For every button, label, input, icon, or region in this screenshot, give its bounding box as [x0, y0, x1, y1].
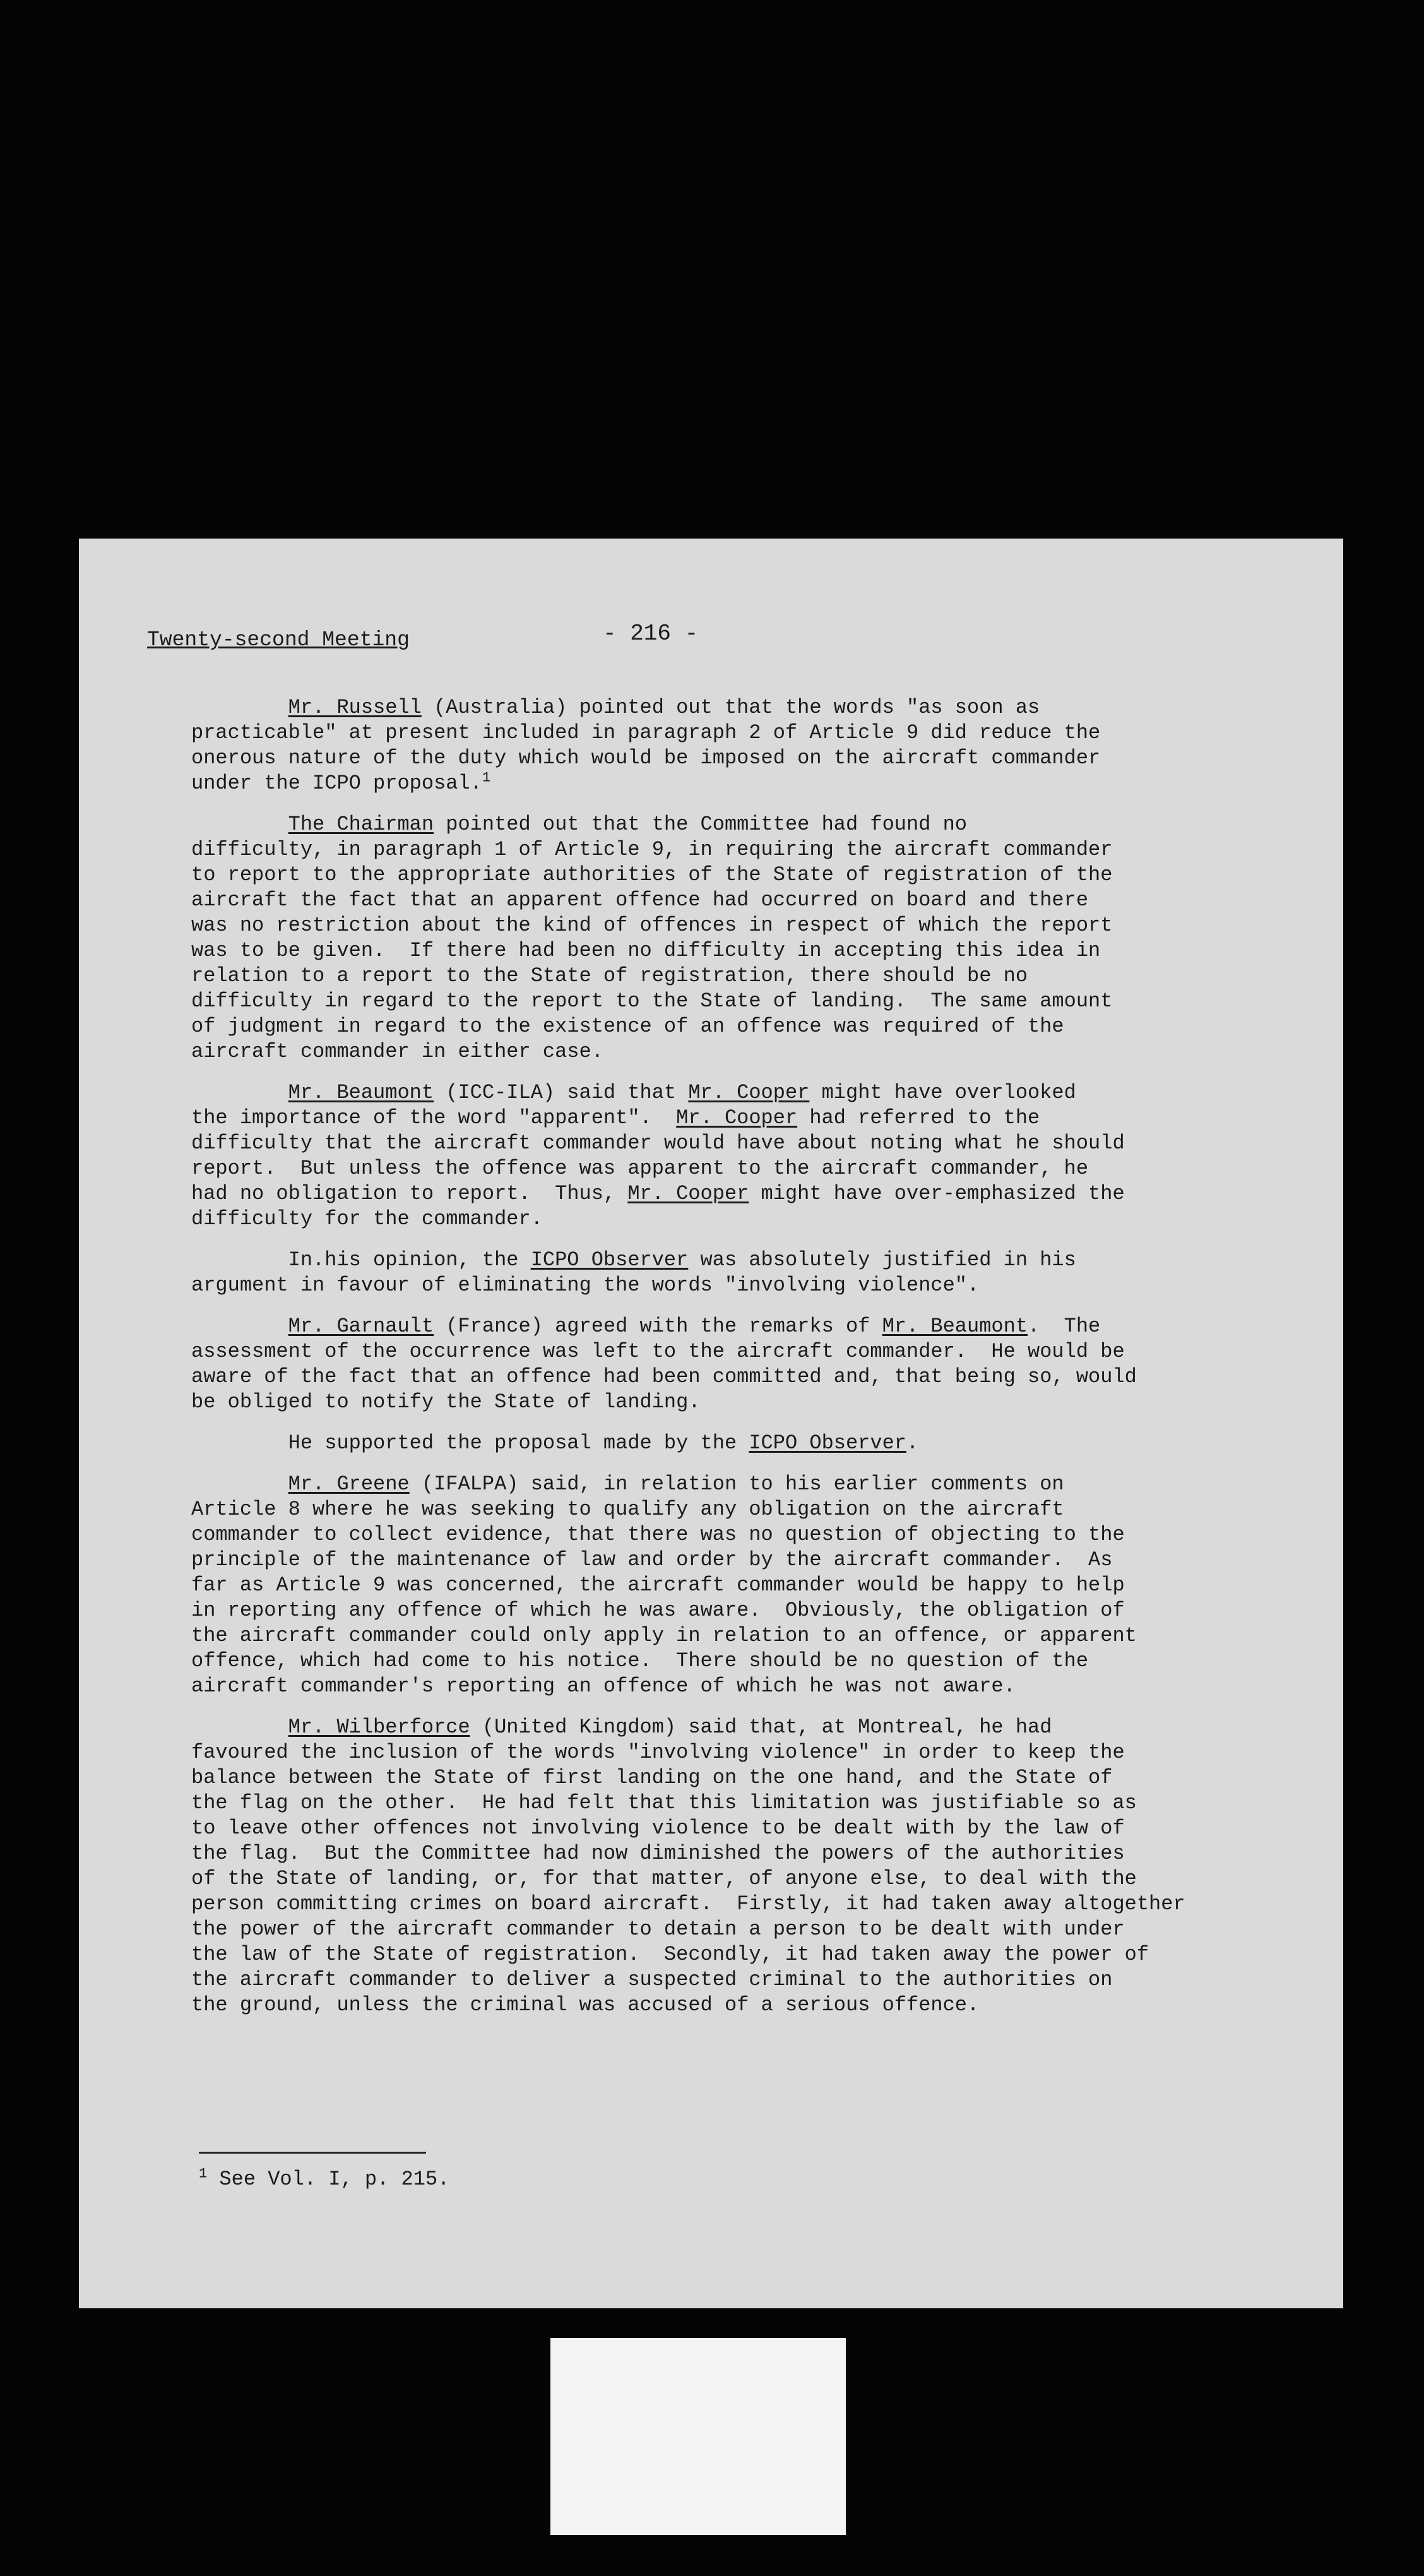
text-segment: (Australia) pointed out that the words "as soon as — [421, 696, 1040, 719]
text-line — [191, 1131, 1327, 1156]
text-segment: (France) agreed with the remarks of — [434, 1315, 882, 1338]
text-segment — [191, 1715, 288, 1739]
text-segment: He supported the proposal made by the — [191, 1431, 749, 1455]
text-line — [191, 1207, 1327, 1232]
text-line — [191, 1740, 1327, 1765]
text-line — [191, 1623, 1327, 1649]
meeting-title: Twenty-second Meeting — [147, 628, 410, 652]
text-line — [191, 1866, 1327, 1892]
text-segment — [191, 696, 288, 719]
meeting-header — [147, 628, 410, 652]
text-segment: the power of the aircraft commander to detain a person to be dealt with under — [191, 1917, 1125, 1941]
text-line — [191, 913, 1327, 938]
text-segment: relation to a report to the State of registration, there should be no — [191, 964, 1028, 987]
text-segment: far as Article 9 was concerned, the aircraft commander would be happy to help — [191, 1573, 1125, 1597]
paragraph — [191, 1431, 1327, 1456]
text-segment: favoured the inclusion of the words "involving violence" in order to keep the — [191, 1741, 1125, 1764]
text-line — [191, 1598, 1327, 1623]
speaker-name: Mr. Wilberforce — [288, 1715, 470, 1739]
text-line — [191, 1364, 1327, 1390]
text-line — [191, 1841, 1327, 1866]
text-line — [191, 1715, 1327, 1740]
text-line — [191, 746, 1327, 771]
text-segment: the flag on the other. He had felt that this limitation was justifiable so as — [191, 1791, 1137, 1815]
text-line — [191, 837, 1327, 862]
text-segment: (ICC-ILA) said that — [434, 1081, 689, 1104]
text-line — [191, 1106, 1327, 1131]
text-segment: was absolutely justified in his — [688, 1248, 1076, 1272]
text-segment: had no obligation to report. Thus, — [191, 1182, 628, 1205]
text-line — [191, 1390, 1327, 1415]
text-segment: aircraft commander in either case. — [191, 1040, 603, 1063]
text-line — [191, 1181, 1327, 1207]
text-segment: the flag. But the Committee had now diminished the powers of the authorities — [191, 1842, 1125, 1865]
text-segment: commander to collect evidence, that there was no question of objecting to the — [191, 1523, 1125, 1546]
speaker-name: Mr. Beaumont — [288, 1081, 434, 1104]
text-segment — [191, 1472, 288, 1496]
text-segment: was to be given. If there had been no difficulty in accepting this idea in — [191, 939, 1101, 962]
text-segment: aircraft commander's reporting an offence of which he was not aware. — [191, 1674, 1016, 1698]
text-segment: balance between the State of first landing on the one hand, and the State of — [191, 1766, 1113, 1789]
text-segment: of the State of landing, or, for that matter, of anyone else, to deal with the — [191, 1867, 1137, 1890]
text-segment: (IFALPA) said, in relation to his earlier comments on — [409, 1472, 1064, 1496]
text-line — [191, 1892, 1327, 1917]
text-segment: in reporting any offence of which he was aware. Obviously, the obligation of — [191, 1599, 1125, 1622]
speaker-name: Mr. Cooper — [627, 1182, 749, 1205]
text-line — [191, 1039, 1327, 1064]
text-line — [191, 1497, 1327, 1522]
text-line — [191, 1967, 1327, 1993]
text-segment: practicable" at present included in paragraph 2 of Article 9 did reduce the — [191, 721, 1101, 744]
text-segment: had referred to the — [797, 1106, 1040, 1130]
text-line — [191, 888, 1327, 913]
paragraph — [191, 1080, 1327, 1232]
text-line — [191, 1791, 1327, 1816]
paragraph — [191, 1248, 1327, 1298]
text-line — [191, 1573, 1327, 1598]
paragraph — [191, 1472, 1327, 1699]
text-segment: . The — [1028, 1315, 1101, 1338]
text-segment: might have over-emphasized the — [749, 1182, 1125, 1205]
text-segment: . — [906, 1431, 919, 1455]
document-page — [79, 539, 1343, 2308]
text-line — [191, 812, 1327, 837]
text-segment: to leave other offences not involving violence to be dealt with by the law of — [191, 1816, 1125, 1840]
footnote-reference: 1 — [482, 770, 491, 786]
text-line — [191, 1674, 1327, 1699]
text-line — [191, 1649, 1327, 1674]
text-segment: Article 8 where he was seeking to qualify any obligation on the aircraft — [191, 1498, 1064, 1521]
text-segment — [191, 1315, 288, 1338]
text-line — [191, 938, 1327, 963]
text-line — [191, 1431, 1327, 1456]
speaker-name: Mr. Cooper — [688, 1081, 810, 1104]
text-segment: be obliged to notify the State of landing. — [191, 1390, 701, 1414]
text-line — [191, 1547, 1327, 1573]
text-line — [191, 1248, 1327, 1273]
text-segment: aware of the fact that an offence had been committed and, that being so, would — [191, 1365, 1137, 1388]
text-segment: aircraft the fact that an apparent offence had occurred on board and there — [191, 888, 1089, 912]
speaker-name: Mr. Greene — [288, 1472, 410, 1496]
text-line — [191, 862, 1327, 888]
speaker-name: Mr. Garnault — [288, 1315, 434, 1338]
text-line — [191, 1339, 1327, 1364]
speaker-name: Mr. Russell — [288, 696, 422, 719]
text-segment — [191, 1081, 288, 1104]
paragraph — [191, 1715, 1327, 2018]
paragraph — [191, 1314, 1327, 1415]
document-body — [191, 695, 1327, 2034]
text-line — [191, 1993, 1327, 2018]
text-segment — [191, 813, 288, 836]
text-segment: (United Kingdom) said that, at Montreal, he had — [470, 1715, 1052, 1739]
text-line — [191, 695, 1327, 720]
footnote-divider — [199, 2152, 426, 2154]
text-line — [191, 1522, 1327, 1547]
footnote-text: See Vol. I, p. 215. — [207, 2168, 450, 2191]
text-line — [191, 1273, 1327, 1298]
text-segment: principle of the maintenance of law and order by the aircraft commander. As — [191, 1548, 1113, 1571]
text-line — [191, 1942, 1327, 1967]
text-segment: was no restriction about the kind of offences in respect of which the report — [191, 914, 1113, 937]
speaker-name: The Chairman — [288, 813, 434, 836]
text-line — [191, 1314, 1327, 1339]
text-line — [191, 1156, 1327, 1181]
footnote — [199, 2168, 449, 2191]
text-segment: assessment of the occurrence was left to the aircraft commander. He would be — [191, 1340, 1125, 1363]
text-segment: argument in favour of eliminating the words "involving violence". — [191, 1273, 980, 1297]
text-segment: difficulty in regard to the report to the State of landing. The same amount — [191, 989, 1113, 1013]
paragraph — [191, 812, 1327, 1064]
text-line — [191, 989, 1327, 1014]
text-segment: the aircraft commander to deliver a suspected criminal to the authorities on — [191, 1968, 1113, 1991]
speaker-name: Mr. Beaumont — [882, 1315, 1028, 1338]
text-line — [191, 1917, 1327, 1942]
text-segment: difficulty, in paragraph 1 of Article 9, in requiring the aircraft commander — [191, 838, 1113, 861]
text-segment: report. But unless the offence was apparent to the aircraft commander, he — [191, 1157, 1089, 1180]
text-line — [191, 963, 1327, 989]
text-line — [191, 720, 1327, 746]
text-line — [191, 771, 1327, 796]
text-segment: pointed out that the Committee had found no — [434, 813, 967, 836]
blank-card — [550, 2338, 846, 2535]
text-segment: onerous nature of the duty which would be imposed on the aircraft commander — [191, 746, 1101, 770]
text-segment: of judgment in regard to the existence of an offence was required of the — [191, 1015, 1064, 1038]
text-segment: under the ICPO proposal. — [191, 772, 482, 795]
text-line — [191, 1765, 1327, 1791]
text-line — [191, 1080, 1327, 1106]
text-segment: difficulty that the aircraft commander would have about noting what he should — [191, 1131, 1125, 1155]
text-line — [191, 1014, 1327, 1039]
text-segment: the importance of the word "apparent". — [191, 1106, 677, 1130]
text-line — [191, 1816, 1327, 1841]
text-segment: person committing crimes on board aircraft. Firstly, it had taken away altogether — [191, 1892, 1185, 1916]
text-segment: might have overlooked — [809, 1081, 1076, 1104]
text-segment: offence, which had come to his notice. There should be no question of the — [191, 1649, 1089, 1673]
text-line — [191, 1472, 1327, 1497]
page-number: - 216 - — [603, 621, 699, 647]
text-segment: to report to the appropriate authorities of the State of registration of the — [191, 863, 1113, 886]
paragraph — [191, 695, 1327, 796]
footnote-marker: 1 — [199, 2166, 208, 2182]
text-segment: the ground, unless the criminal was accused of a serious offence. — [191, 1993, 980, 2017]
text-segment: difficulty for the commander. — [191, 1207, 543, 1231]
text-segment: the aircraft commander could only apply in relation to an offence, or apparent — [191, 1624, 1137, 1647]
text-segment: In.his opinion, the — [191, 1248, 531, 1272]
speaker-name: ICPO Observer — [749, 1431, 906, 1455]
speaker-name: ICPO Observer — [530, 1248, 689, 1272]
text-segment: the law of the State of registration. Secondly, it had taken away the power of — [191, 1943, 1149, 1966]
speaker-name: Mr. Cooper — [676, 1106, 798, 1130]
